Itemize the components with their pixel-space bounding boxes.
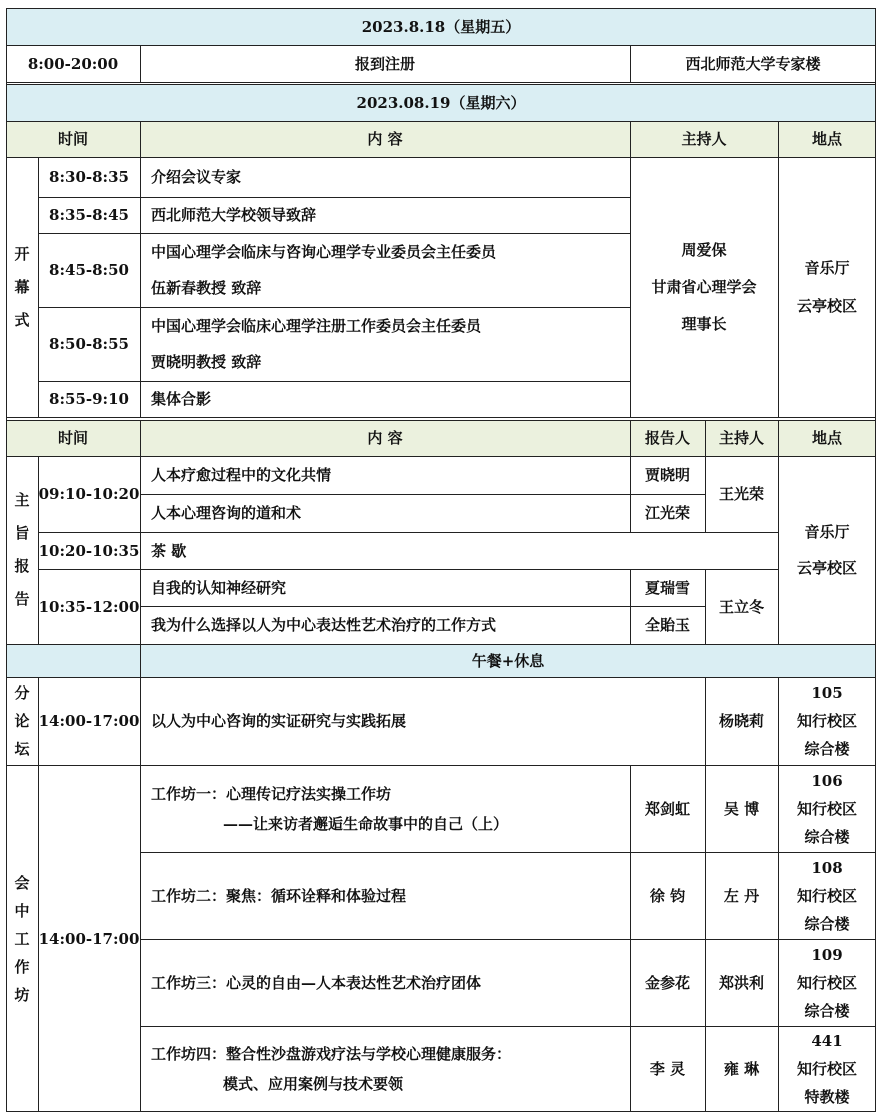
workshop-3-host: 郑洪利	[718, 973, 764, 992]
lunch-row: 午餐+休息	[140, 645, 876, 677]
section-keynote: 主 旨 报 告	[14, 491, 30, 608]
header-content: 内 容	[140, 121, 630, 157]
forum-host: 杨晓莉	[718, 712, 764, 730]
day2-date-header: 2023.08.19（星期六）	[6, 84, 876, 121]
keynote-slot2-host: 王立冬	[718, 597, 764, 616]
keynote-location: 音乐厅 云亭校区	[796, 523, 857, 577]
workshops-time: 14:00-17:00	[38, 929, 140, 948]
header-time: 时间	[6, 121, 140, 157]
opening-content-2: 西北师范大学校领导致辞	[151, 206, 317, 224]
workshop-1-location: 106 知行校区 综合楼	[796, 771, 857, 846]
opening-time-4: 8:50-8:55	[49, 335, 129, 353]
keynote-slot2-time: 10:35-12:00	[38, 597, 140, 616]
workshop-1-title: 工作坊一：心理传记疗法实操工作坊 ——让来访者邂逅生命故事中的自己（上）	[151, 784, 509, 833]
keynote-reporter-4: 全貽玉	[644, 616, 690, 634]
workshop-2-host: 左 丹	[723, 886, 760, 905]
day1-date-header: 2023.8.18（星期五）	[6, 8, 876, 45]
workshop-2-location: 108 知行校区 综合楼	[796, 858, 857, 933]
break-title: 茶 歇	[151, 541, 187, 560]
break-time: 10:20-10:35	[38, 541, 140, 560]
header2-content: 内 容	[140, 420, 630, 456]
header-location: 地点	[778, 121, 876, 157]
header2-host: 主持人	[705, 420, 778, 456]
keynote-slot1-time: 09:10-10:20	[38, 485, 140, 503]
opening-content-3: 中国心理学会临床与咨询心理学专业委员会主任委员 伍新春教授 致辞	[151, 243, 497, 297]
keynote-talk-4: 我为什么选择以人为中心表达性艺术治疗的工作方式	[151, 616, 497, 634]
forum-title: 以人为中心咨询的实证研究与实践拓展	[151, 712, 407, 730]
forum-location: 105 知行校区 综合楼	[796, 684, 857, 758]
keynote-talk-3: 自我的认知神经研究	[151, 578, 287, 597]
opening-time-2: 8:35-8:45	[49, 206, 129, 224]
keynote-reporter-2: 江光荣	[644, 504, 690, 522]
day1-time: 8:00-20:00	[27, 54, 119, 73]
header2-time: 时间	[6, 420, 140, 456]
keynote-talk-1: 人本疗愈过程中的文化共情	[151, 466, 332, 484]
day1-content: 报到注册	[354, 54, 415, 73]
opening-time-1: 8:30-8:35	[49, 168, 129, 186]
workshop-1-host: 吴 博	[723, 799, 760, 818]
workshop-3-location: 109 知行校区 综合楼	[796, 945, 857, 1020]
header-host: 主持人	[630, 121, 778, 157]
opening-content-5: 集体合影	[151, 390, 212, 408]
header2-location: 地点	[778, 420, 876, 456]
workshop-2-title: 工作坊二：聚焦：循环诠释和体验过程	[151, 886, 407, 905]
workshop-2-reporter: 徐 钧	[649, 886, 686, 905]
keynote-talk-2: 人本心理咨询的道和术	[151, 504, 302, 522]
day1-location: 西北师范大学专家楼	[685, 54, 821, 73]
keynote-reporter-3: 夏瑞雪	[644, 578, 690, 597]
workshop-4-host: 雍 琳	[723, 1060, 760, 1078]
opening-content-4: 中国心理学会临床心理学注册工作委员会主任委员 贾晓明教授 致辞	[151, 317, 482, 371]
keynote-reporter-1: 贾晓明	[644, 466, 690, 484]
forum-time: 14:00-17:00	[38, 712, 140, 730]
workshop-4-title: 工作坊四：整合性沙盘游戏疗法与学校心理健康服务： 模式、应用案例与技术要领	[151, 1045, 512, 1093]
opening-time-3: 8:45-8:50	[49, 261, 129, 279]
workshop-4-location: 441 知行校区 特教楼	[796, 1032, 857, 1106]
opening-content-1: 介绍会议专家	[151, 168, 242, 186]
opening-host: 周爱保 甘肃省心理学会 理事长	[651, 240, 757, 333]
workshop-3-title: 工作坊三：心灵的自由—人本表达性艺术治疗团体	[151, 973, 482, 992]
keynote-slot1-host: 王光荣	[718, 485, 764, 503]
section-opening: 开 幕 式	[14, 244, 30, 329]
header2-reporter: 报告人	[630, 420, 705, 456]
opening-location: 音乐厅 云亭校区	[796, 259, 857, 315]
opening-time-5: 8:55-9:10	[49, 390, 129, 408]
workshop-1-reporter: 郑剑虹	[644, 799, 690, 818]
workshop-4-reporter: 李 灵	[649, 1060, 686, 1078]
section-forum: 分 论 坛	[14, 684, 30, 758]
section-workshops: 会 中 工 作 坊	[14, 873, 30, 1004]
workshop-3-reporter: 金参花	[644, 973, 690, 992]
